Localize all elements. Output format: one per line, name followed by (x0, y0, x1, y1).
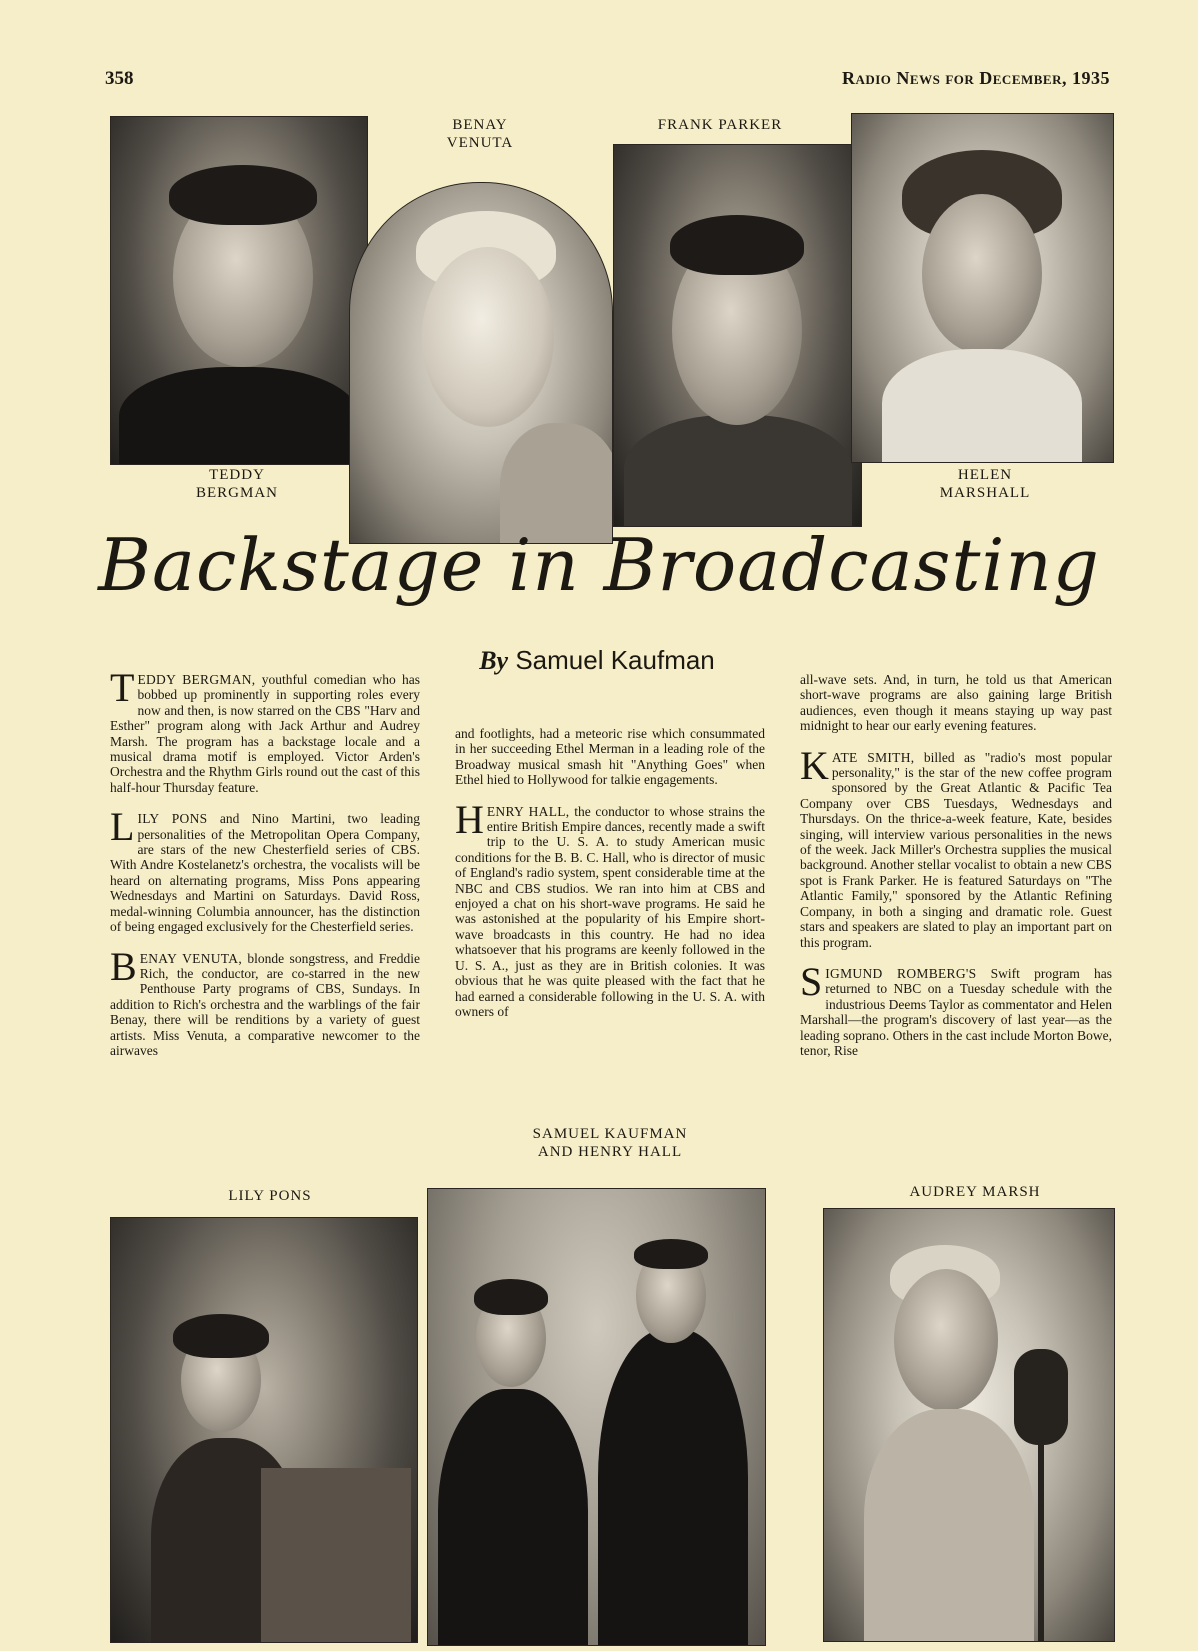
helen-marshall-photo (851, 113, 1114, 463)
microphone-icon (1014, 1349, 1068, 1445)
paragraph-wave-sets: all-wave sets. And, in turn, he told us that American short-wave programs are also gaining large British audiences, even though it means staying up way past midnight to hear our early evening features. (800, 672, 1112, 734)
teddy-bergman-photo (110, 116, 368, 465)
frank-parker-caption: FRANK PARKER (657, 117, 783, 133)
lily-pons-photo (110, 1217, 418, 1643)
benay-venuta-photo (349, 182, 613, 544)
column-2 (455, 726, 765, 1035)
paragraph-henry-hall: HENRY HALL, the conductor to whose strains the entire British Empire dances, recently made a swift trip to the U. S. A. to study American music conditions for the B. B. C. Hall, who is director of music of England's radio system, spent considerable time at the NBC and CBS studios. We ran into him at CBS and enjoyed a chat on his short-wave programs. He said he was astonished at the popularity of his Empire short-wave broadcasts in this country. He had no idea whatsoever that his programs are keenly followed in the U. S. A., just as they are in British colonies. It was obvious that he was quite pleased with the fact that he had earned a considerable following in the U. S. A. with owners of (455, 796, 765, 1019)
running-head: Radio News for December, 1935 (841, 68, 1110, 88)
paragraph-lily-pons: LILY PONS and Nino Martini, two leading personalities of the Metropolitan Opera Company, are stars of the new Chesterfield series of CBS. With Andre Kostelanetz's orchestra, the vocalists will be heard on alternating programs, Miss Pons appearing Wednesdays and Martini on Saturdays. David Ross, medal-winning Columbia announcer, has the distinction of being engaged exclusively for the Chesterfield series. (110, 804, 420, 935)
column-1 (110, 665, 420, 1074)
paragraph-benay-continued: and footlights, had a meteoric rise which consummated in her succeeding Ethel Merman in a leading role of the Broadway musical smash hit "Anything Goes" when Ethel hied to Hollywood for talkie engagements. (455, 726, 765, 788)
byline: By Samuel Kaufman (479, 645, 715, 675)
lily-pons-caption: LILY PONS (228, 1188, 312, 1204)
paragraph-teddy-bergman: TEDDY BERGMAN, youthful comedian who has bobbed up prominently in supporting roles every now and then, is now starred on the CBS "Harv and Esther" program along with Jack Arthur and Audrey Marsh. The program has a backstage locale and a musical drama motif is employed. Victor Arden's Orchestra and the Rhythm Girls round out the cast of this half-hour Thursday feature. (110, 665, 420, 795)
audrey-marsh-caption: AUDREY MARSH (909, 1184, 1041, 1200)
article-title: Backstage in Broadcasting (98, 523, 1100, 607)
helen-marshall-caption: HELEN MARSHALL (939, 467, 1031, 501)
page-number: 358 (105, 68, 134, 89)
teddy-bergman-caption: TEDDY BERGMAN (195, 467, 278, 501)
column-3 (800, 672, 1112, 1074)
paragraph-kate-smith: KATE SMITH, billed as "radio's most popular personality," is the star of the new coffee program sponsored by the Great Atlantic & Pacific Tea Company over CBS Tuesdays, Wednesdays and Thursdays. On the thrice-a-week feature, Kate, besides singing, will interview various personalities in the news of the week. Jack Miller's Orchestra supplies the musical background. Another stellar vocalist to obtain a new CBS spot is Frank Parker. He is featured Saturdays on "The Atlantic Family," sponsored by the Atlantic Refining Company, in both a singing and dramatic role. Guest stars and speakers are slated to play an important part on this program. (800, 742, 1113, 950)
audrey-marsh-photo (823, 1208, 1115, 1642)
benay-venuta-caption: BENAY VENUTA (446, 117, 514, 151)
kaufman-hall-caption: SAMUEL KAUFMAN AND HENRY HALL (532, 1126, 688, 1160)
paragraph-sigmund-romberg: SIGMUND ROMBERG'S Swift program has returned to NBC on a Tuesday schedule with the industrious Deems Taylor as commentator and Helen Marshall—the program's discovery of last year—as the leading soprano. Others in the cast include Morton Bowe, tenor, Rise (800, 958, 1113, 1058)
paragraph-benay-venuta: BENAY VENUTA, blonde songstress, and Freddie Rich, the conductor, are co-starred in the new Penthouse Party programs of CBS, Sundays. In addition to Rich's orchestra and the warblings of the fair Benay, there will be renditions by a variety of guest artists. Miss Venuta, a comparative newcomer to the airwaves (110, 943, 420, 1058)
kaufman-hall-photo (427, 1188, 766, 1646)
frank-parker-photo (613, 144, 862, 527)
